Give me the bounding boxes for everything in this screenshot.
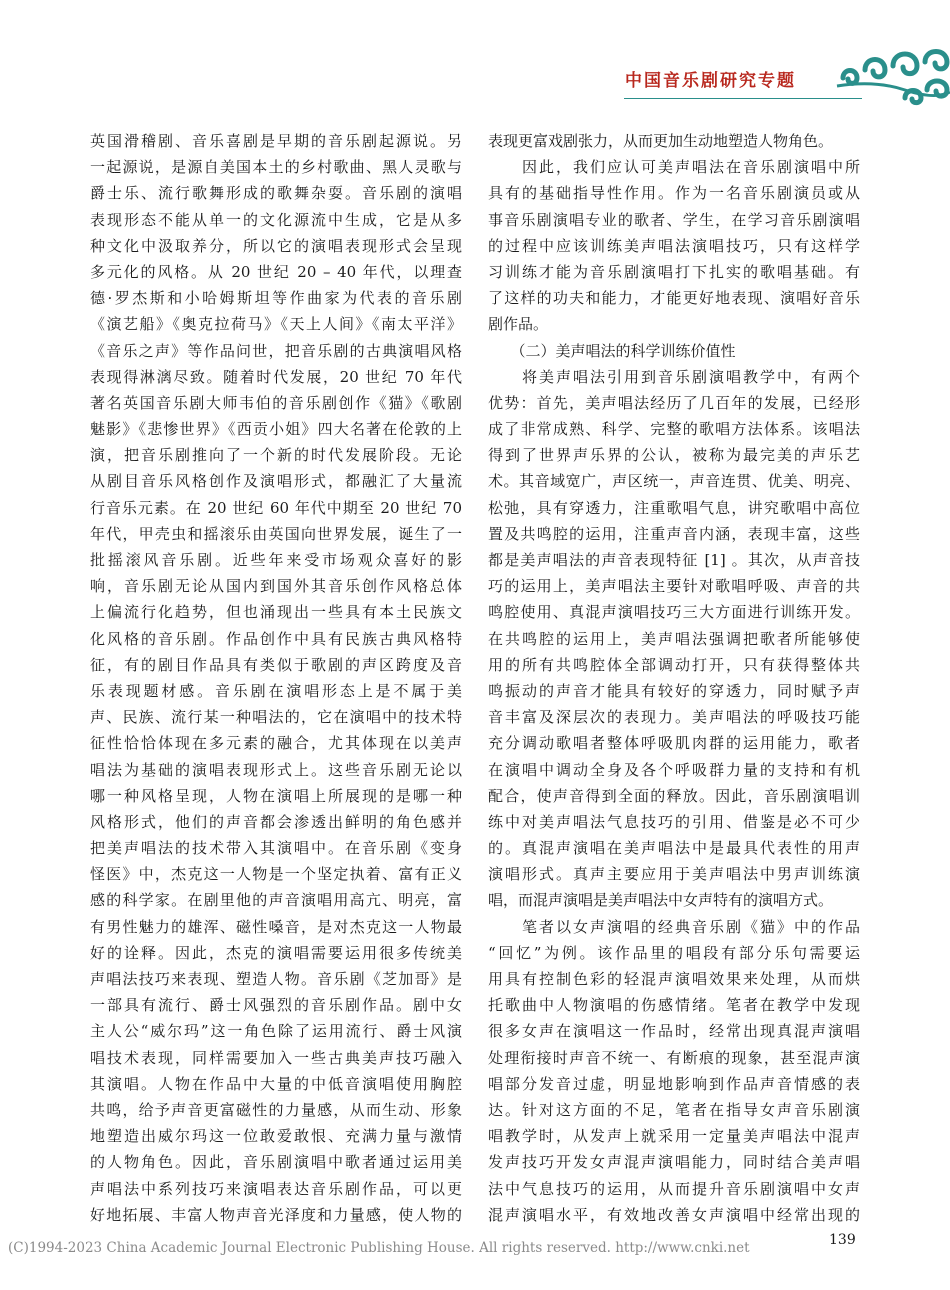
- text-line: 唱，而混声演唱是美声唱法中女声特有的演唱方式。: [488, 891, 834, 910]
- text-line: 怪医》中，杰克这一人物是一个坚定执着、富有正义: [90, 865, 462, 884]
- text-line: 有男性魅力的雄浑、磁性嗓音，是对杰克这一人物最: [90, 917, 462, 936]
- text-line: 表现更富戏剧张力，从而更加生动地塑造人物角色。: [488, 132, 834, 150]
- page-number: 139: [829, 1232, 856, 1248]
- text-line: 德·罗杰斯和小哈姆斯坦等作曲家为代表的音乐剧: [90, 289, 462, 308]
- text-line: 发声技巧开发女声混声演唱能力，同时结合美声唱: [488, 1153, 860, 1172]
- text-line: 习训练才能为音乐剧演唱打下扎实的歌唱基础。有: [488, 262, 860, 281]
- text-line: 演唱形式。真声主要应用于美声唱法中男声训练演: [488, 865, 860, 884]
- text-line: 感的科学家。在剧里他的声音演唱用高亢、明亮，富: [90, 891, 462, 910]
- copyright-footer: (C)1994-2023 China Academic Journal Electronic Publishing House. All rights reserved. http://www.cnki.net: [8, 1240, 750, 1256]
- text-line: 将美声唱法引用到音乐剧演唱教学中，有两个: [488, 367, 860, 386]
- text-line: 一部具有流行、爵士风强烈的音乐剧作品。剧中女: [90, 996, 462, 1015]
- text-line: 表现得淋漓尽致。随着时代发展，20 世纪 70 年代: [90, 367, 462, 386]
- text-line: 主人公“威尔玛”这一角色除了运用流行、爵士风演: [90, 1022, 462, 1041]
- text-line: 达。针对这方面的不足，笔者在指导女声音乐剧演: [488, 1100, 860, 1119]
- text-line: 多元化的风格。从 20 世纪 20 – 40 年代，以理查: [90, 262, 462, 281]
- teal-swirl-cloud-icon: [835, 40, 950, 135]
- text-line: 笔者以女声演唱的经典音乐剧《猫》中的作品: [488, 917, 860, 936]
- text-line: 征性恰恰体现在多元素的融合，尤其体现在以美声: [90, 734, 462, 753]
- text-line: 成了非常成熟、科学、完整的歌唱方法体系。该唱法: [488, 420, 860, 439]
- text-line: 置及共鸣腔的运用，注重声音内涵，表现丰富，这些: [488, 524, 860, 543]
- text-line: 很多女声在演唱这一作品时，经常出现真混声演唱: [488, 1022, 860, 1041]
- text-line: 好地拓展、丰富人物声音光泽度和力量感，使人物的: [90, 1205, 462, 1224]
- right-text-column: [488, 128, 860, 1228]
- text-line: “回忆”为例。该作品里的唱段有部分乐句需要运: [488, 943, 860, 962]
- text-line: 风格形式，他们的声音都会渗透出鲜明的角色感并: [90, 812, 462, 831]
- text-line: 优势：首先，美声唱法经历了几百年的发展，已经形: [488, 393, 860, 412]
- text-line: 共鸣，给予声音更富磁性的力量感，从而生动、形象: [90, 1100, 462, 1119]
- text-line: 鸣振动的声音才能具有较好的穿透力，同时赋予声: [488, 681, 860, 700]
- text-line: 处理衔接时声音不统一、有断痕的现象，甚至混声演: [488, 1048, 860, 1067]
- text-line: 混声演唱水平，有效地改善女声演唱中经常出现的: [488, 1205, 860, 1224]
- text-line: 唱法为基础的演唱表现形式上。这些音乐剧无论以: [90, 760, 462, 779]
- text-line: 在共鸣腔的运用上，美声唱法强调把歌者所能够使: [488, 629, 860, 648]
- text-line: 演，把音乐剧推向了一个新的时代发展阶段。无论: [90, 446, 462, 465]
- text-line: 爵士乐、流行歌舞形成的歌舞杂耍。音乐剧的演唱: [90, 184, 462, 203]
- text-line: 年代，甲壳虫和摇滚乐由英国向世界发展，诞生了一: [90, 524, 462, 543]
- text-line: 《音乐之声》等作品问世，把音乐剧的古典演唱风格: [90, 341, 462, 360]
- text-line: 声唱法技巧来表现、塑造人物。音乐剧《芝加哥》是: [90, 970, 462, 988]
- text-line: 批摇滚风音乐剧。近些年来受市场观众喜好的影: [90, 551, 462, 569]
- text-line: 《演艺船》《奥克拉荷马》《天上人间》《南太平洋》: [90, 315, 462, 334]
- text-line: 地塑造出威尔玛这一位敢爱敢恨、充满力量与激情: [90, 1127, 462, 1146]
- text-line: 用具有控制色彩的轻混声演唱效果来处理，从而烘: [488, 970, 860, 988]
- text-line: 一起源说，是源自美国本土的乡村歌曲、黑人灵歌与: [90, 158, 462, 177]
- left-text-column: [90, 128, 462, 1228]
- text-line: 响，音乐剧无论从国内到国外其音乐创作风格总体: [90, 577, 462, 596]
- text-line: 唱技术表现，同样需要加入一些古典美声技巧融入: [90, 1048, 462, 1067]
- text-line: 英国滑稽剧、音乐喜剧是早期的音乐剧起源说。另: [90, 132, 462, 150]
- header-divider: [624, 98, 862, 99]
- text-line: 的人物角色。因此，音乐剧演唱中歌者通过运用美: [90, 1153, 462, 1172]
- text-line: 托歌曲中人物演唱的伤感情绪。笔者在教学中发现: [488, 996, 860, 1015]
- text-line: 声唱法中系列技巧来演唱表达音乐剧作品，可以更: [90, 1179, 462, 1198]
- text-line: 得到了世界声乐界的公认，被称为最完美的声乐艺: [488, 446, 860, 465]
- text-line: 都是美声唱法的声音表现特征 [1] 。其次，从声音技: [488, 551, 860, 569]
- text-line: 事音乐剧演唱专业的歌者、学生，在学习音乐剧演唱: [488, 210, 860, 229]
- text-line: 剧作品。: [488, 315, 549, 334]
- text-line: 声、民族、流行某一种唱法的，它在演唱中的技术特: [90, 708, 462, 727]
- text-line: 著名英国音乐剧大师韦伯的音乐剧创作《猫》《歌剧: [90, 393, 462, 412]
- text-line: 从剧目音乐风格创作及演唱形式，都融汇了大量流: [90, 472, 462, 491]
- text-line: 的。真混声演唱在美声唱法中是最具代表性的用声: [488, 839, 860, 858]
- text-line: 唱教学时，从发声上就采用一定量美声唱法中混声: [488, 1127, 860, 1146]
- text-line: 乐表现题材感。音乐剧在演唱形态上是不属于美: [90, 681, 462, 700]
- text-line: 用的所有共鸣腔体全部调动打开，只有获得整体共: [488, 655, 860, 674]
- text-line: 魅影》《悲惨世界》《西贡小姐》四大名著在伦敦的上: [90, 420, 462, 439]
- text-line: 唱部分发音过虚，明显地影响到作品声音情感的表: [488, 1074, 860, 1093]
- text-line: 充分调动歌唱者整体呼吸肌肉群的运用能力，歌者: [488, 734, 860, 753]
- text-line: 上偏流行化趋势，但也涌现出一些具有本土民族文: [90, 603, 462, 622]
- text-line: 种文化中汲取养分，所以它的演唱表现形式会呈现: [90, 236, 462, 255]
- text-line: 哪一种风格呈现，人物在演唱上所展现的是哪一种: [90, 786, 462, 805]
- text-line: 的过程中应该训练美声唱法演唱技巧，只有这样学: [488, 236, 860, 255]
- text-line: 具有的基础指导性作用。作为一名音乐剧演员或从: [488, 184, 860, 203]
- text-line: 在演唱中调动全身及各个呼吸群力量的支持和有机: [488, 760, 860, 779]
- text-line: 因此，我们应认可美声唱法在音乐剧演唱中所: [488, 158, 860, 177]
- text-line: 行音乐元素。在 20 世纪 60 年代中期至 20 世纪 70: [90, 498, 462, 517]
- text-line: 好的诠释。因此，杰克的演唱需要运用很多传统美: [90, 943, 462, 962]
- text-line: 术。其音域宽广，声区统一，声音连贯、优美、明亮、: [488, 472, 860, 491]
- text-line: 音丰富及深层次的表现力。美声唱法的呼吸技巧能: [488, 708, 860, 727]
- text-line: 练中对美声唱法气息技巧的引用、借鉴是必不可少: [488, 812, 860, 831]
- text-line: 表现形态不能从单一的文化源流中生成，它是从多: [90, 210, 462, 229]
- text-line: 松弛，具有穿透力，注重歌唱气息，讲究歌唱中高位: [488, 498, 860, 517]
- text-line: 化风格的音乐剧。作品创作中具有民族古典风格特: [90, 629, 462, 648]
- text-line: 了这样的功夫和能力，才能更好地表现、演唱好音乐: [488, 289, 860, 308]
- text-line: （二）美声唱法的科学训练价值性: [488, 341, 736, 360]
- text-line: 征，有的剧目作品具有类似于歌剧的声区跨度及音: [90, 655, 462, 674]
- journal-section-title: 中国音乐剧研究专题: [625, 71, 796, 91]
- text-line: 鸣腔使用、真混声演唱技巧三大方面进行训练开发。: [488, 603, 860, 622]
- text-line: 把美声唱法的技术带入其演唱中。在音乐剧《变身: [90, 839, 462, 858]
- text-line: 其演唱。人物在作品中大量的中低音演唱使用胸腔: [90, 1074, 462, 1093]
- text-line: 法中气息技巧的运用，从而提升音乐剧演唱中女声: [488, 1179, 860, 1198]
- text-line: 配合，使声音得到全面的释放。因此，音乐剧演唱训: [488, 786, 860, 805]
- text-line: 巧的运用上，美声唱法主要针对歌唱呼吸、声音的共: [488, 577, 860, 596]
